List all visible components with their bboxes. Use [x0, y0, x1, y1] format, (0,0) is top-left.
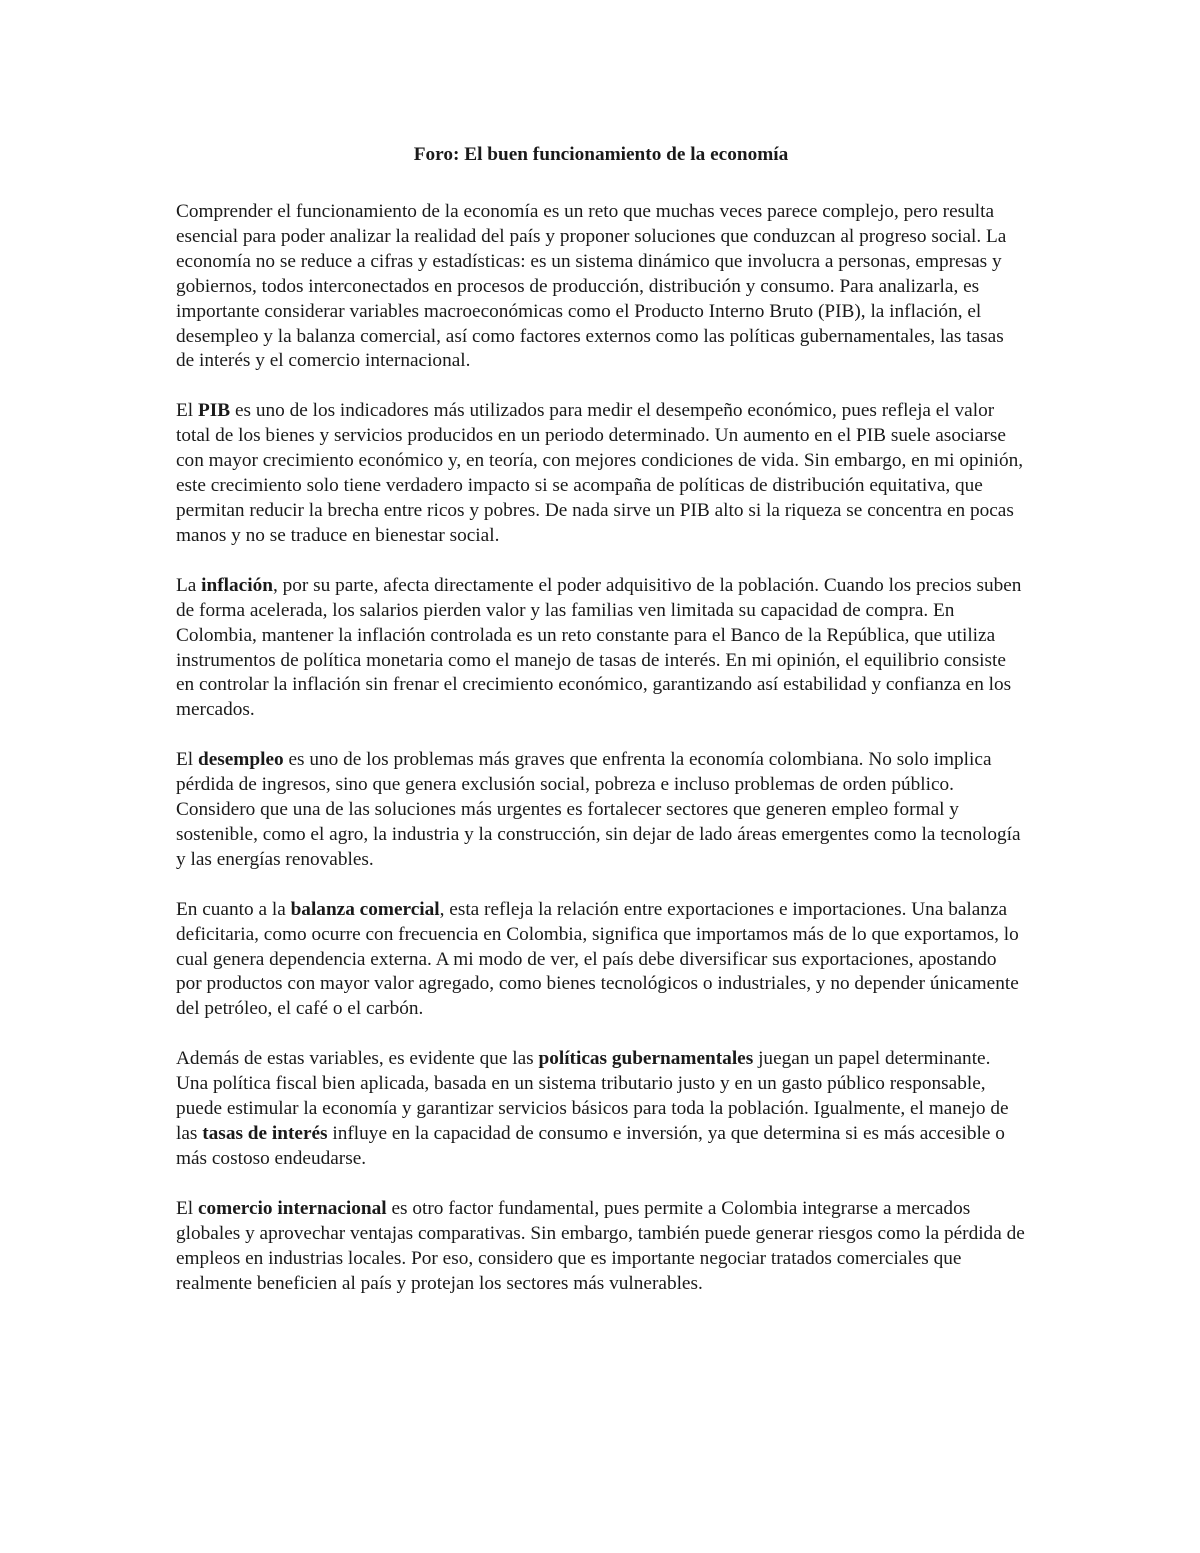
paragraph-text: es uno de los problemas más graves que enfrenta la economía colombiana. No solo implica pérdida de ingresos, sino que genera exclusión social, pobreza e incluso problemas de orden público. Considero que una de las soluciones más urgentes es fortalecer sectores que generen empleo formal y sostenible, como el agro, la industria y la construcción, sin dejar de lado áreas emergentes como la tecnología y las energías renovables. [176, 749, 1021, 870]
bold-term: políticas gubernamentales [538, 1048, 754, 1070]
paragraph [176, 1197, 1026, 1297]
paragraph-text: juegan un papel determinante. Una política fiscal bien aplicada, basada en un sistema tributario justo y en un gasto público responsable, puede estimular la economía y garantizar servicios básicos para toda la población. Igualmente, el manejo de las [176, 1048, 1009, 1144]
paragraph-text: Además de estas variables, es evidente que las [176, 1048, 539, 1070]
bold-term: inflación [201, 574, 273, 596]
paragraph-text: es otro factor fundamental, pues permite a Colombia integrarse a mercados globales y aprovechar ventajas comparativas. Sin embargo, también puede generar riesgos como la pérdida de empleos en industrias locales. Por eso, considero que es importante negociar tratados comerciales que realmente beneficien al país y protejan los sectores más vulnerables. [176, 1197, 1025, 1294]
paragraph-text: El [176, 749, 198, 771]
bold-term: balanza comercial [290, 898, 440, 920]
paragraph-text: El [176, 1197, 198, 1219]
paragraph-list [176, 200, 1026, 1296]
paragraph-text: La [176, 574, 202, 596]
document-body [176, 143, 1026, 1321]
bold-term: PIB [197, 400, 231, 422]
paragraph-text: influye en la capacidad de consumo e inversión, ya que determina si es más accesible o más costoso endeudarse. [176, 1123, 1005, 1169]
bold-term: tasas de interés [202, 1123, 328, 1144]
paragraph-text: Comprender el funcionamiento de la economía es un reto que muchas veces parece complejo, pero resulta esencial para poder analizar la realidad del país y proponer soluciones que conduzcan al progreso social. La economía no se reduce a cifras y estadísticas: es un sistema dinámico que involucra a personas, empresas y gobiernos, todos interconectados en procesos de producción, distribución y consumo. Para analizarla, es importante considerar variables macroeconómicas como el Producto Interno Bruto (PIB), la inflación, el desempleo y la balanza comercial, así como factores externos como las políticas gubernamentales, las tasas de interés y el comercio internacional. [176, 201, 1007, 372]
paragraph-text: es uno de los indicadores más utilizados para medir el desempeño económico, pues refleja el valor total de los bienes y servicios producidos en un periodo determinado. Un aumento en el PIB suele asociarse con mayor crecimiento económico y, en teoría, con mejores condiciones de vida. Sin embargo, en mi opinión, este crecimiento solo tiene verdadero impacto si se acompaña de políticas de distribución equitativa, que permitan reducir la brecha entre ricos y pobres. De nada sirve un PIB alto si la riqueza se concentra en pocas manos y no se traduce en bienestar social. [176, 400, 1024, 546]
paragraph [176, 1047, 1026, 1172]
bold-term: desempleo [197, 749, 284, 771]
document-title: Foro: El buen funcionamiento de la economía [413, 144, 789, 165]
paragraph [176, 574, 1026, 723]
paragraph [176, 200, 1026, 374]
paragraph-text: En cuanto a la [176, 898, 291, 920]
paragraph [176, 898, 1026, 1023]
paragraph-text: El [176, 400, 198, 422]
bold-term: comercio internacional [197, 1197, 387, 1219]
paragraph-text: , por su parte, afecta directamente el poder adquisitivo de la población. Cuando los precios suben de forma acelerada, los salarios pierden valor y las familias ven limitada su capacidad de compra. En Colombia, mantener la inflación controlada es un reto constante para el Banco de la República, que utiliza instrumentos de política monetaria como el manejo de tasas de interés. En mi opinión, el equilibrio consiste en controlar la inflación sin frenar el crecimiento económico, garantizando así estabilidad y confianza en los mercados. [176, 574, 1022, 721]
paragraph [176, 399, 1026, 548]
paragraph [176, 748, 1026, 873]
paragraph-text: , esta refleja la relación entre exportaciones e importaciones. Una balanza deficitaria, como ocurre con frecuencia en Colombia, significa que importamos más de lo que exportamos, lo cual genera dependencia externa. A mi modo de ver, el país debe diversificar sus exportaciones, apostando por productos con mayor valor agregado, como bienes tecnológicos o industriales, y no depender únicamente del petróleo, el café o el carbón. [176, 898, 1019, 1020]
